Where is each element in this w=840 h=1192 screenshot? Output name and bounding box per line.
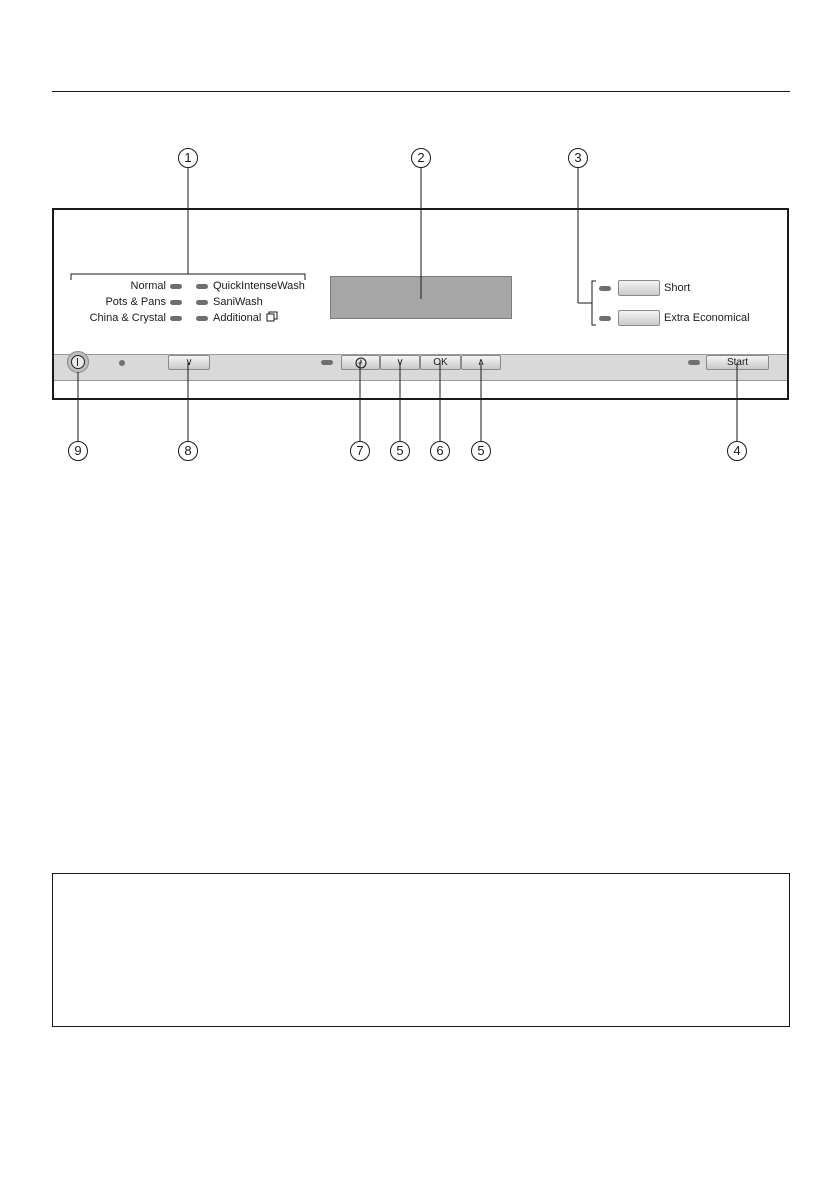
programme-saniwash: SaniWash (213, 296, 263, 308)
callout-8: 8 (178, 441, 198, 461)
callout-7: 7 (350, 441, 370, 461)
programme-quickintensewash: QuickIntenseWash (213, 280, 305, 292)
start-button[interactable]: Start (706, 355, 769, 370)
programme-select-down-button[interactable]: ∨ (168, 355, 210, 370)
callout-6: 6 (430, 441, 450, 461)
programme-normal: Normal (130, 280, 166, 292)
callout-5-right: 5 (471, 441, 491, 461)
callout-9: 9 (68, 441, 88, 461)
programme-china-crystal: China & Crystal (89, 312, 166, 324)
callout-3: 3 (568, 148, 588, 168)
up-arrow-button[interactable]: ∧ (461, 355, 501, 370)
note-box (52, 873, 790, 1027)
programme-additional-label: Additional (213, 312, 262, 324)
programme-pots-pans: Pots & Pans (105, 296, 166, 308)
option-label-extra-economical: Extra Economical (664, 312, 750, 324)
option-label-short: Short (664, 282, 691, 294)
callout-5-left: 5 (390, 441, 410, 461)
callout-1: 1 (178, 148, 198, 168)
ok-button[interactable]: OK (420, 355, 461, 370)
callout-4: 4 (727, 441, 747, 461)
down-arrow-button[interactable]: ∨ (380, 355, 420, 370)
callout-2: 2 (411, 148, 431, 168)
